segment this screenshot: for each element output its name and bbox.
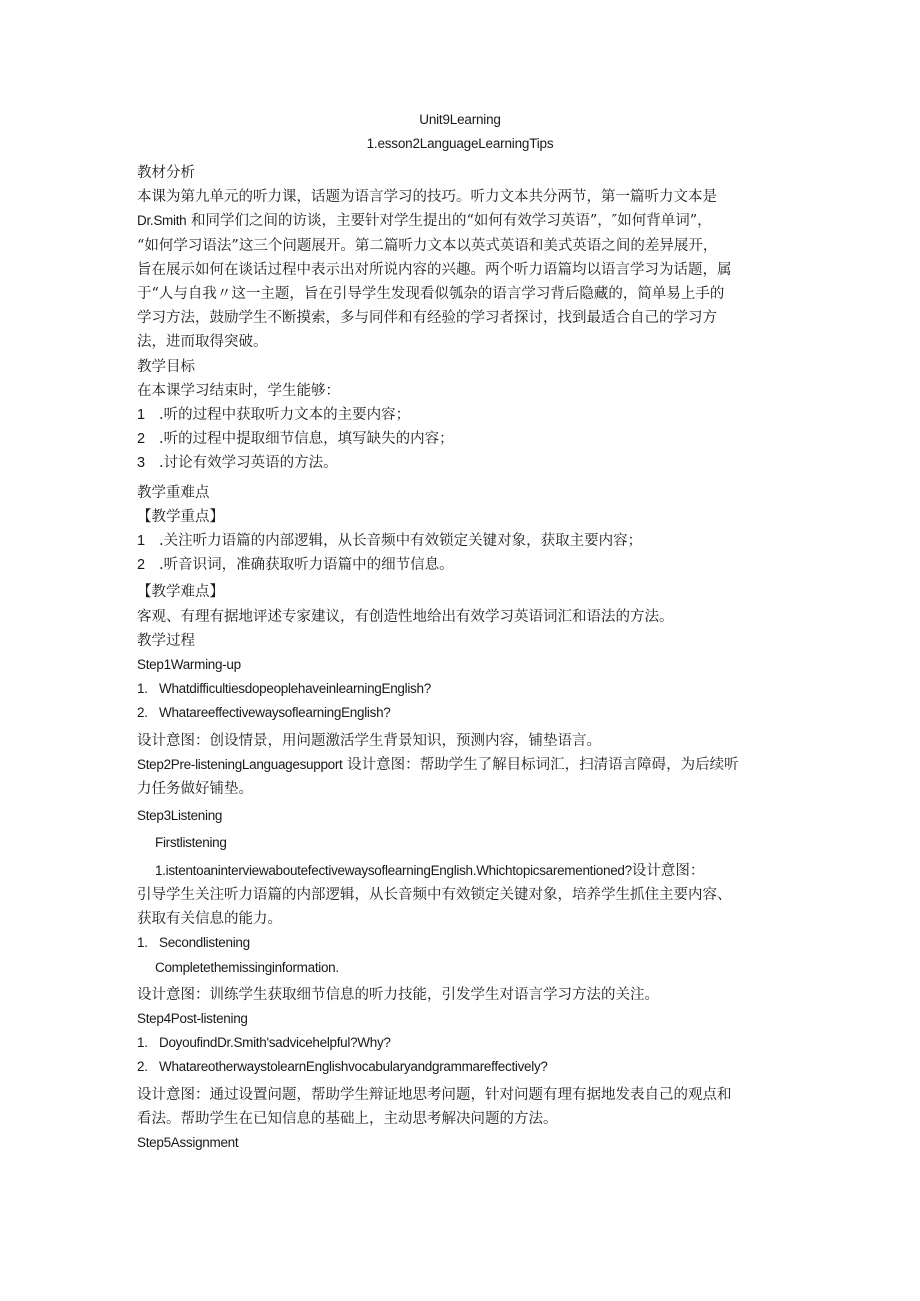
step3-title: Step3Listening (137, 808, 223, 824)
goal-item (137, 427, 777, 451)
analysis-line: 旨在展示如何在谈话过程中表示出对所说内容的兴趣。两个听力语篇均以语言学习为话题，属 (137, 261, 732, 278)
second-listening-number: 1. (137, 935, 148, 951)
step1-question-number: 2. (137, 705, 148, 721)
step4-question-text: WhatareotherwaystolearnEnglishvocabularyandgrammareffectively? (159, 1059, 548, 1075)
goal-text: .讨论有效学习英语的方法。 (159, 455, 338, 472)
first-listening-question: 1.istentoaninterviewaboutefectivewaysoflearningEnglish.Whichtopicsarementioned? (155, 862, 632, 878)
document-body (137, 161, 777, 1155)
first-listening-task (137, 859, 777, 883)
analysis-line: 于“人与自我〃这一主题，旨在引导学生发现看似瓠杂的语言学习背后隐藏的，简单易上手的 (137, 286, 725, 303)
lesson-title: 1.esson2LanguageLearningTips (366, 136, 554, 151)
goal-number: 1 (137, 407, 146, 424)
step2-intent-cont: 力任务做好铺垫。 (137, 781, 253, 798)
analysis-line: 法，进而取得突破。 (137, 334, 268, 351)
step1-question (137, 677, 777, 701)
analysis-line: “如何学习语法”这三个问题展开。第二篇听力文本以英式英语和美式英语之间的差异展开， (137, 237, 718, 254)
step1-question-text: WhatareeffectivewaysoflearningEnglish? (159, 705, 391, 721)
analysis-heading: 教材分析 (137, 165, 195, 181)
analysis-paragraph (137, 185, 777, 354)
goals-heading: 教学目标 (137, 358, 195, 375)
unit-title: Unit9Learning (419, 112, 501, 127)
key-point-text: .关注听力语篇的内部逻辑，从长音频中有效锁定关键对象，获取主要内容； (159, 533, 643, 550)
first-listening-intent-head: 设计意图： (631, 862, 705, 879)
step2-title: Step2Pre-listeningLanguagesupport (137, 756, 343, 772)
first-listening-intent: 获取有关信息的能力。 (137, 911, 282, 928)
analysis-line: 学习方法，鼓励学生不断摸索，多与同伴和有经验的学习者探讨，找到最适合自己的学习方 (137, 310, 717, 327)
key-points-label: 【教学重点】 (137, 508, 224, 525)
goal-text: .听的过程中获取听力文本的主要内容； (159, 407, 411, 424)
process-heading: 教学过程 (137, 632, 195, 649)
step4-question (137, 1031, 777, 1055)
step1-intent: 设计意图：创设情景，用问题激活学生背景知识，预测内容，铺垫语言。 (137, 732, 601, 749)
step4-intent: 看法。帮助学生在已知信息的基础上，主动思考解决问题的方法。 (137, 1110, 558, 1127)
goal-number: 3 (137, 455, 146, 472)
step4-question-number: 1. (137, 1035, 148, 1051)
analysis-line-rest: 和同学们之间的访谈，主要针对学生提出的“如何有效学习英语”，″如何背单词”， (186, 213, 712, 230)
goal-text: .听的过程中提取细节信息，填写缺失的内容； (159, 431, 454, 448)
step4-title: Step4Post-listening (137, 1010, 248, 1026)
step5-title: Step5Assignment (137, 1134, 239, 1150)
second-listening-task: Completethemissinginformation. (155, 959, 339, 975)
key-point-item (137, 553, 777, 577)
first-listening-title: Firstlistening (155, 835, 227, 851)
second-listening-intent: 设计意图：训练学生获取细节信息的听力技能，引发学生对语言学习方法的关注。 (137, 986, 659, 1003)
doctor-name: Dr.Smith (137, 213, 187, 229)
step4-intent: 设计意图：通过设置问题，帮助学生辩证地思考问题，针对问题有理有据地发表自己的观点和 (137, 1086, 732, 1103)
step1-title: Step1Warming-up (137, 657, 241, 673)
first-listening-intent: 引导学生关注听力语篇的内部逻辑，从长音频中有效锁定关键对象，培养学生抓住主要内容、 (137, 886, 732, 903)
goal-item (137, 403, 777, 427)
second-listening-label: Secondlistening (159, 935, 250, 951)
goal-number: 2 (137, 431, 146, 448)
key-point-text: .听音识词，准确获取听力语篇中的细节信息。 (159, 557, 454, 574)
second-listening-title (137, 931, 777, 955)
goal-item (137, 451, 777, 475)
analysis-line: 本课为第九单元的听力课，话题为语言学习的技巧。听力文本共分两节，第一篇听力文本是 (137, 189, 717, 206)
step1-question-number: 1. (137, 681, 148, 697)
step2-line (137, 753, 777, 777)
difficulty-text: 客观、有理有据地评述专家建议，有创造性地给出有效学习英语词汇和语法的方法。 (137, 608, 674, 625)
analysis-line (137, 209, 777, 233)
key-point-item (137, 529, 777, 553)
step4-question-text: DoyoufindDr.Smith'sadvicehelpful?Why? (159, 1035, 391, 1051)
step1-question (137, 701, 777, 725)
focus-heading: 教学重难点 (137, 484, 210, 501)
step4-question (137, 1055, 777, 1079)
step1-question-text: WhatdifficultiesdopeoplehaveinlearningEnglish? (159, 681, 431, 697)
difficulty-label: 【教学难点】 (137, 584, 224, 601)
key-point-number: 1 (137, 533, 146, 550)
key-point-number: 2 (137, 557, 146, 574)
goals-intro: 在本课学习结束时，学生能够： (137, 382, 340, 399)
step2-intent: 设计意图：帮助学生了解目标词汇，扫清语言障碍，为后续听 (342, 756, 739, 773)
step4-question-number: 2. (137, 1059, 148, 1075)
